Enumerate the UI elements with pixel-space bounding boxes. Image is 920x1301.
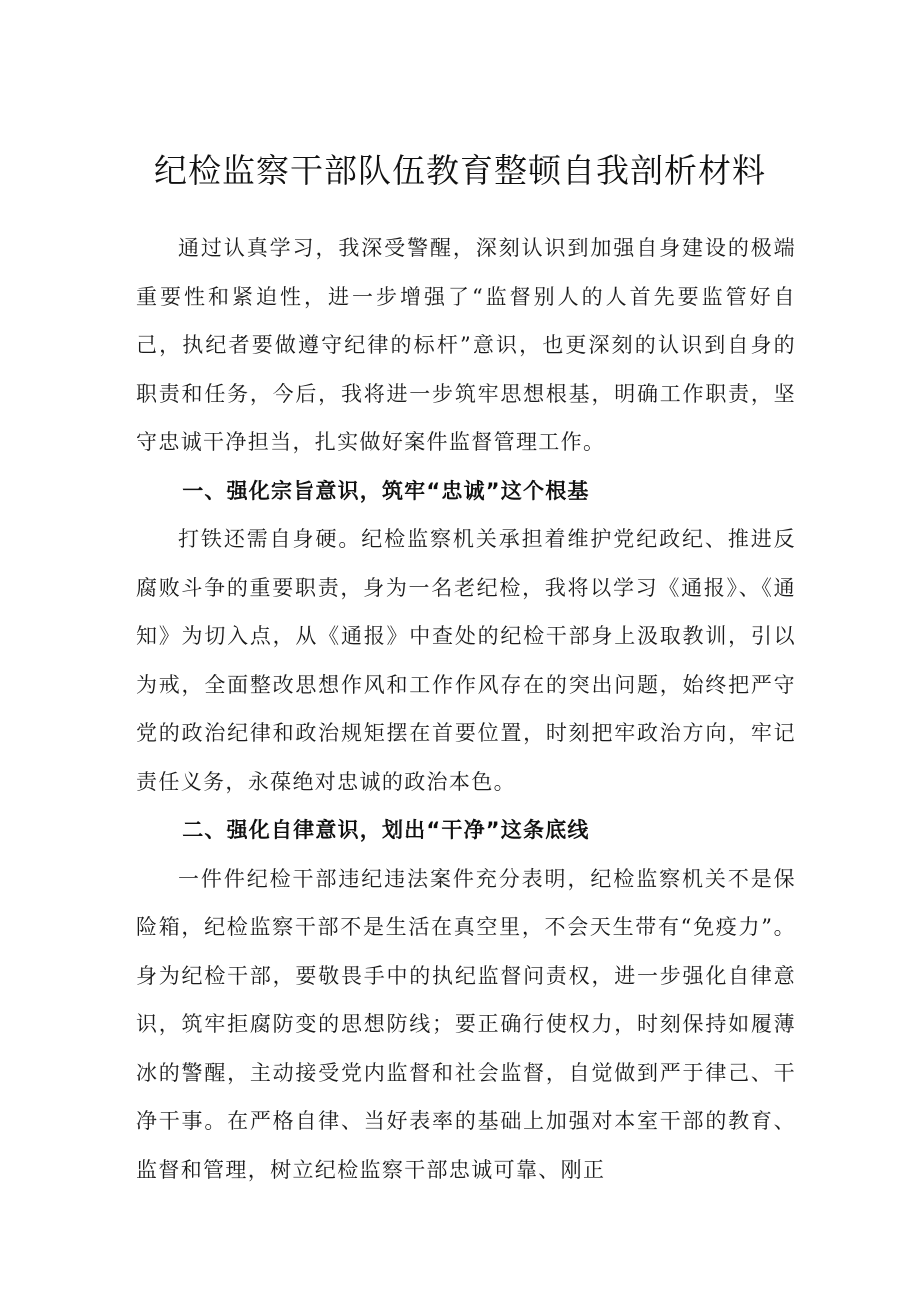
intro-paragraph: 通过认真学习，我深受警醒，深刻认识到加强自身建设的极端重要性和紧迫性，进一步增强了“监督别人的人首先要监管好自己，执纪者要做遵守纪律的标杆”意识，也更深刻的认识到自身的职责和任务，今后，我将进一步筑牢思想根基，明确工作职责，坚守忠诚干净担当，扎实做好案件监督管理工作。 [136,236,796,454]
document-body [136,224,796,1194]
section-2-paragraph: 一件件纪检干部违纪违法案件充分表明，纪检监察机关不是保险箱，纪检监察干部不是生活在真空里，不会天生带有“免疫力”。身为纪检干部，要敬畏手中的执纪监督问责权，进一步强化自律意识，筑牢拒腐防变的思想防线；要正确行使权力，时刻保持如履薄冰的警醒，主动接受党内监督和社会监督，自觉做到严于律己、干净干事。在严格自律、当好表率的基础上加强对本室干部的教育、监督和管理，树立纪检监察干部忠诚可靠、刚正 [136,866,796,1182]
section-1-heading: 一、强化宗旨意识，筑牢“忠诚”这个根基 [182,478,590,503]
document-title: 纪检监察干部队伍教育整顿自我剖析材料 [154,151,766,190]
section-2-heading: 二、强化自律意识，划出“干净”这条底线 [182,818,590,842]
section-1-paragraph: 打铁还需自身硬。纪检监察机关承担着维护党纪政纪、推进反腐败斗争的重要职责，身为一名老纪检，我将以学习《通报》、《通知》为切入点，从《通报》中查处的纪检干部身上汲取教训，引以为戒，全面整改思想作风和工作作风存在的突出问题，始终把严守党的政治纪律和政治规矩摆在首要位置，时刻把牢政治方向，牢记责任义务，永葆绝对忠诚的政治本色。 [136,527,796,794]
